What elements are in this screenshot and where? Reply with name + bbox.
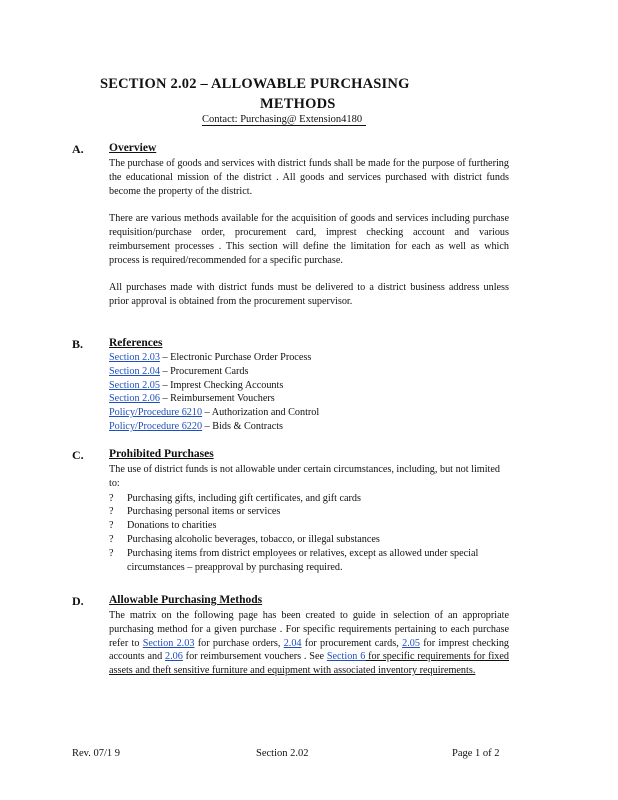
title-line-1: SECTION 2.02 – ALLOWABLE PURCHASING	[100, 76, 410, 92]
reference-text: – Procurement Cards	[159, 365, 249, 377]
reference-link[interactable]: Policy/Procedure 6220	[109, 420, 203, 432]
reference-link[interactable]: Section 2.06	[109, 393, 160, 405]
section-heading: References	[109, 337, 163, 349]
reference-link[interactable]: Section 2.05	[109, 379, 160, 391]
section-link[interactable]: Section 6	[326, 651, 366, 663]
text-run: for specific requirements for fixed assets and theft sensitive furniture and equipment with associated inventory requirements.	[109, 651, 509, 677]
list-item	[109, 547, 509, 575]
list-item-text: Donations to charities	[127, 520, 217, 532]
section-link[interactable]: 2.05	[402, 637, 420, 649]
text-run: for reimbursement vouchers . See	[182, 651, 327, 663]
list-item-text: Purchasing alcoholic beverages, tobacco, or illegal substances	[127, 533, 380, 545]
list-item-text: Purchasing items from district employees or relatives, except as allowed under special circumstances – preapproval by purchasing required.	[127, 547, 479, 573]
list-item-text: Purchasing gifts, including gift certificates, and gift cards	[127, 492, 361, 504]
text-run: for procurement cards,	[301, 637, 403, 649]
reference-text: – Reimbursement Vouchers	[159, 393, 275, 405]
contact-line: Contact: Purchasing@ Extension4180	[202, 114, 366, 126]
paragraph: The purchase of goods and services with district funds shall be made for the purpose of furthering the educational mission of the district . All goods and services purchased with district funds become the property of the district.	[109, 158, 509, 197]
section-heading: Overview	[109, 142, 157, 154]
list-item	[109, 492, 509, 506]
section-letter: A.	[72, 142, 84, 156]
footer-section: Section 2.02	[256, 748, 309, 759]
reference-item	[109, 379, 509, 393]
reference-link[interactable]: Section 2.03	[109, 352, 160, 363]
paragraph: There are various methods available for the acquisition of goods and services including purchase requisition/purchase order, procurement card, imprest checking account and various reimbursement processes . This section will define the limitation for each as well as which process is required/recommended for a specific purchase.	[109, 213, 509, 266]
reference-text: – Authorization and Control	[202, 407, 320, 419]
reference-item	[109, 420, 509, 434]
footer-revision: Rev. 07/1 9	[72, 748, 121, 759]
list-item-text: Purchasing personal items or services	[127, 506, 281, 518]
text-run: for purchase orders,	[194, 637, 284, 649]
section-letter: C.	[72, 448, 84, 462]
reference-text: – Imprest Checking Accounts	[159, 379, 284, 391]
section-letter: B.	[72, 337, 84, 351]
bullet-glyph: ?	[109, 547, 114, 559]
text-run: for imprest checking accounts and	[109, 637, 510, 663]
reference-item	[109, 392, 509, 406]
section-body	[109, 609, 509, 692]
bullet-glyph: ?	[109, 506, 114, 518]
reference-item	[109, 351, 509, 365]
list-item	[109, 505, 509, 519]
intro-text: The use of district funds is not allowable under certain circumstances, including, but not limited to:	[109, 464, 500, 489]
section-letter: D.	[72, 594, 84, 608]
list-item	[109, 519, 509, 533]
reference-link[interactable]: Policy/Procedure 6210	[109, 407, 203, 419]
section-body	[109, 157, 509, 323]
section-link[interactable]: 2.06	[165, 651, 183, 663]
paragraph: All purchases made with district funds must be delivered to a district business address unless prior approval is obtained from the procurement supervisor.	[109, 282, 509, 307]
reference-link[interactable]: Section 2.04	[109, 365, 160, 377]
text-run: The matrix on the following page has been created to guide in selection of an appropriate purchasing method for a given purchase . For specific requirements pertaining to each purchase refer to	[109, 610, 509, 649]
section-heading: Prohibited Purchases	[109, 448, 214, 460]
section-link[interactable]: Section 2.03	[142, 637, 195, 649]
section-link[interactable]: 2.04	[283, 637, 302, 649]
footer-page-number: Page 1 of 2	[452, 748, 500, 759]
bullet-glyph: ?	[109, 520, 114, 532]
section-heading: Allowable Purchasing Methods	[109, 594, 263, 606]
title-line-2: METHODS	[260, 96, 336, 112]
paragraph	[109, 609, 509, 678]
bullet-glyph: ?	[109, 533, 114, 545]
reference-item	[109, 365, 509, 379]
bullet-glyph: ?	[109, 492, 114, 504]
reference-item	[109, 406, 509, 420]
list-item	[109, 533, 509, 547]
reference-text: – Bids & Contracts	[202, 420, 284, 432]
reference-list	[109, 351, 509, 434]
reference-text: – Electronic Purchase Order Process	[159, 352, 312, 363]
section-body	[109, 463, 509, 574]
